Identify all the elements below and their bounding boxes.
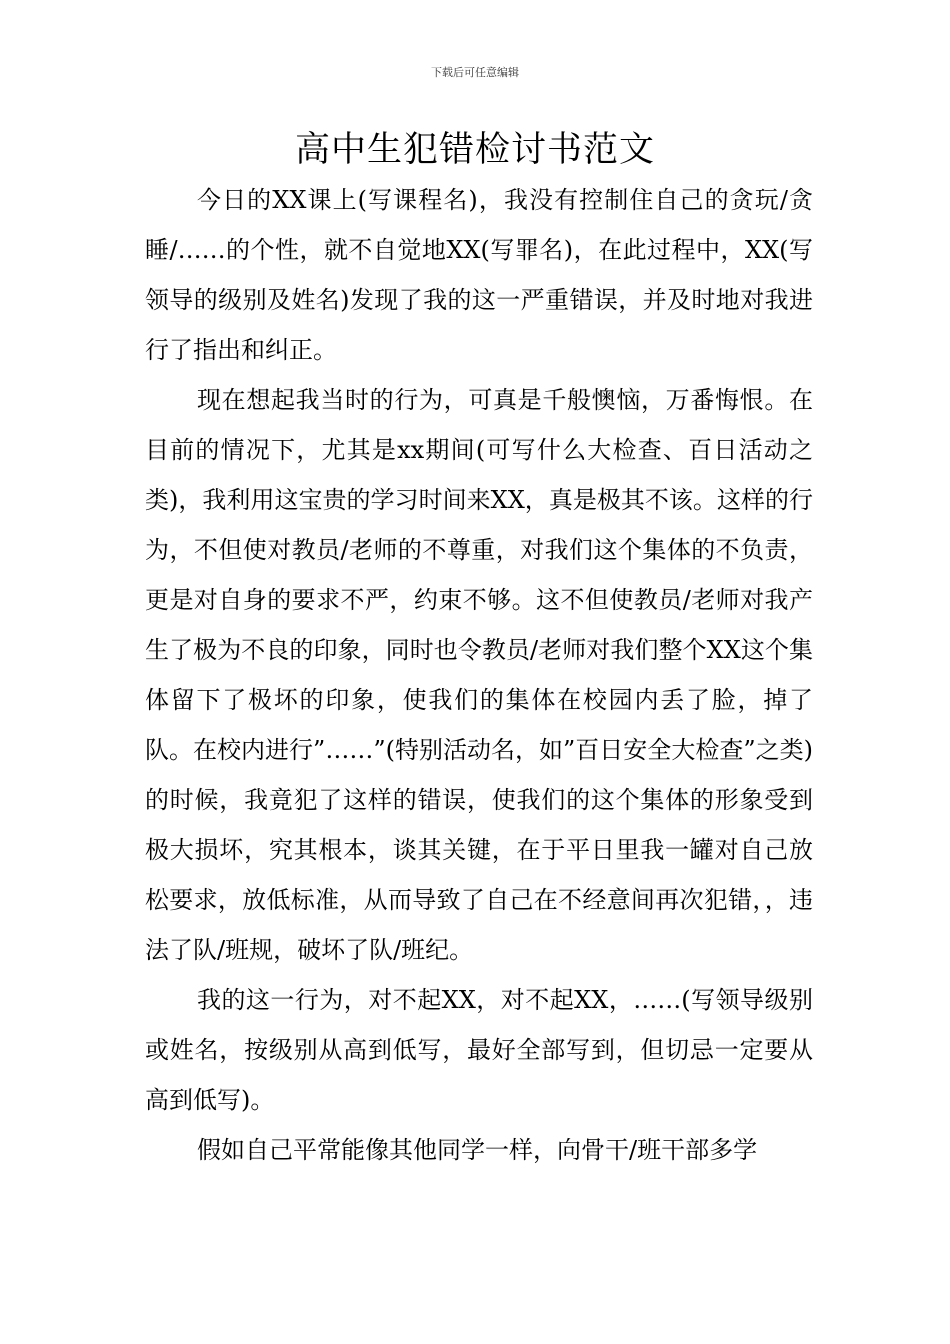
paragraph-4: 假如自己平常能像其他同学一样，向骨干/班干部多学 bbox=[197, 1136, 758, 1164]
paragraph-1: 今日的XX课上(写课程名)，我没有控制住自己的贪玩/贪睡/……的个性，就不自觉地XX(写罪名)，在此过程中，XX(写领导的级别及姓名)发现了我的这一严重错误，并及时地对我进行了指出和纠正。 bbox=[145, 186, 813, 364]
paragraph-2: 现在想起我当时的行为，可真是千般懊恼，万番悔恨。在目前的情况下，尤其是xx期间(可写什么大检查、百日活动之类)，我利用这宝贵的学习时间来XX，真是极其不该。这样的行为，不但使对教员/老师的不尊重，对我们这个集体的不负责，更是对自身的要求不严，约束不够。这不但使教员/老师对我产生了极为不良的印象，同时也令教员/老师对我们整个XX这个集体留下了极坏的印象，使我们的集体在校园内丢了脸，掉了队。在校内进行”……”(特别活动名，如”百日安全大检查”之类)的时候，我竟犯了这样的错误，使我们的这个集体的形象受到极大损坏，究其根本，谈其关键，在于平日里我一罐对自己放松要求，放低标准，从而导致了自己在不经意间再次犯错，，违法了队/班规，破坏了队/班纪。 bbox=[145, 386, 813, 964]
document-body bbox=[145, 175, 813, 1175]
header-note: 下载后可任意编辑 bbox=[431, 66, 519, 79]
document-title: 高中生犯错检讨书范文 bbox=[294, 130, 655, 170]
paragraph-3: 我的这一行为，对不起XX，对不起XX，……(写领导级别或姓名，按级别从高到低写，最好全部写到，但切忌一定要从高到低写)。 bbox=[145, 986, 813, 1114]
